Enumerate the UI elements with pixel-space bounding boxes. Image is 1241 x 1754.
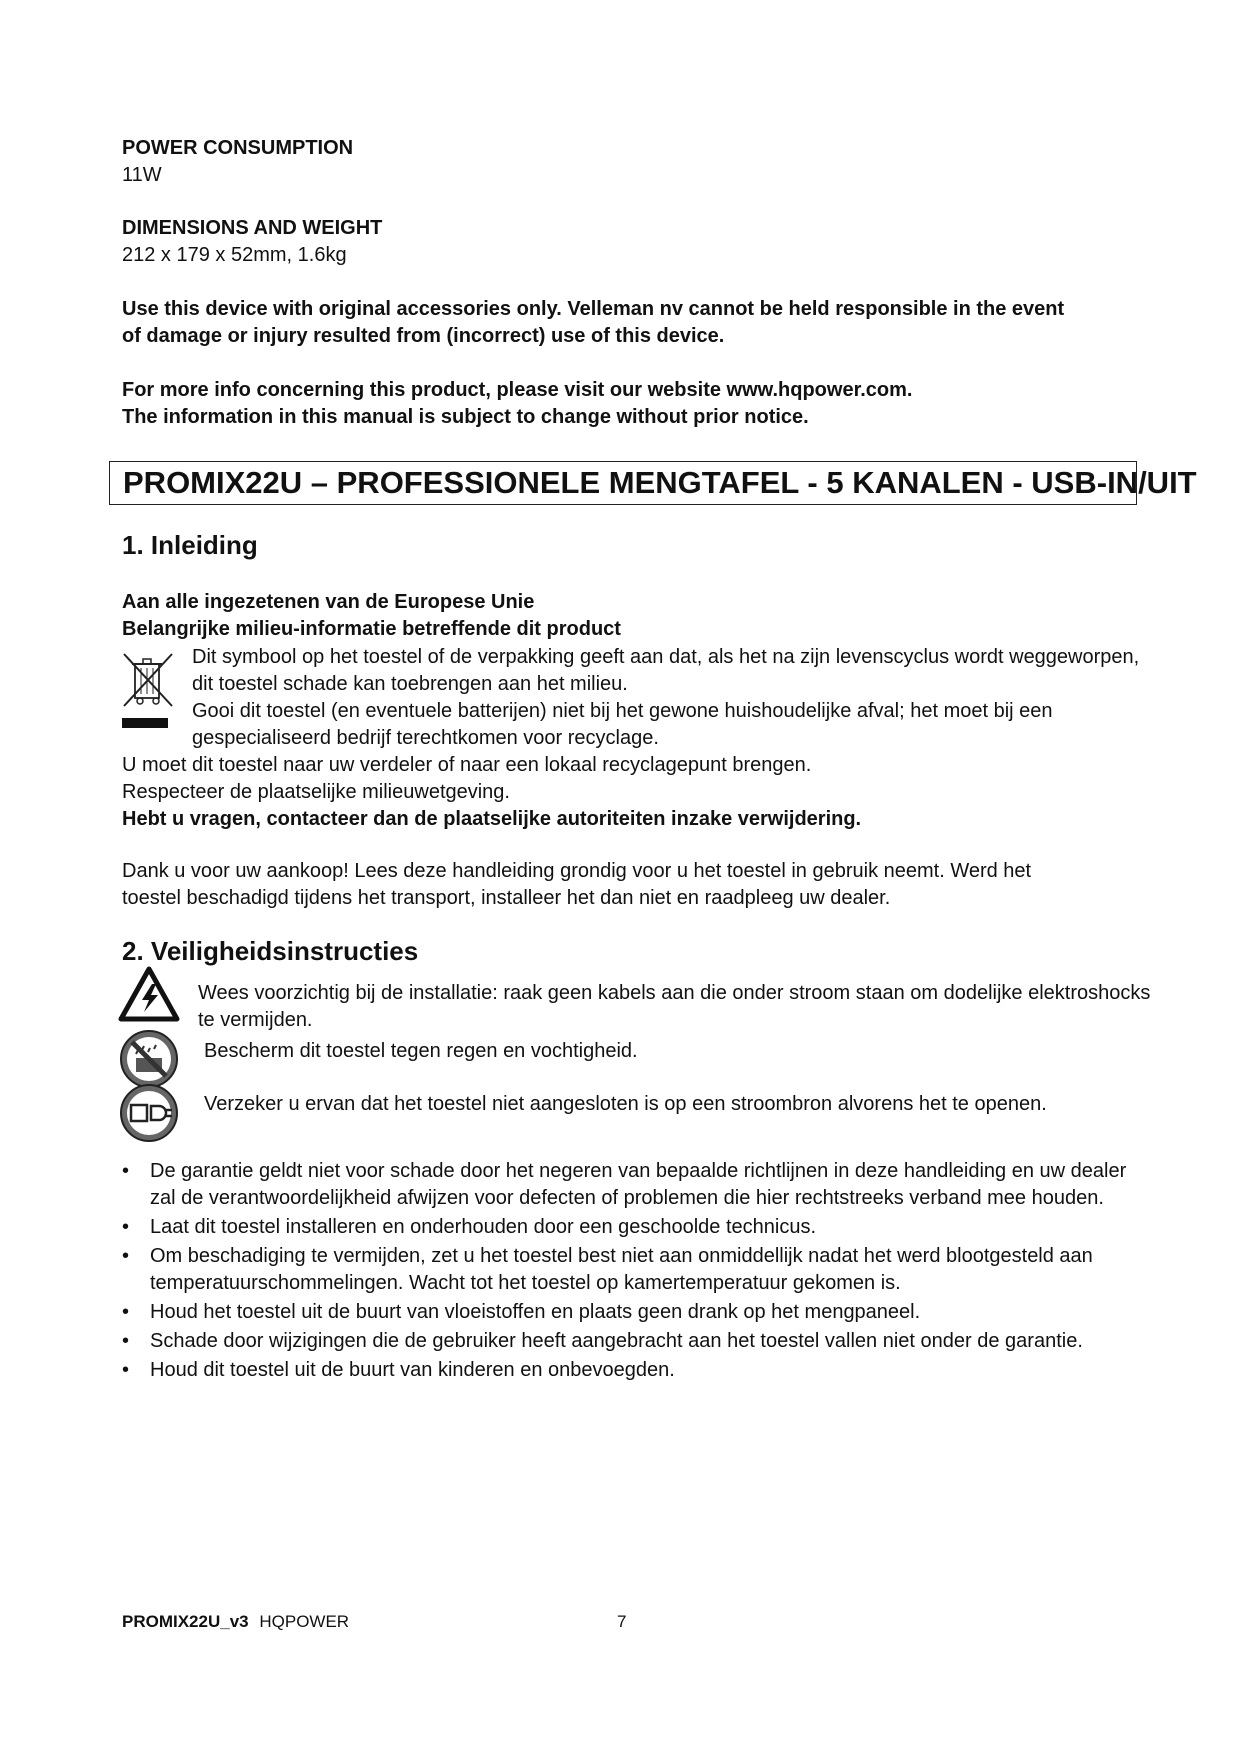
list-item: • Houd dit toestel uit de buurt van kinderen en onbevoegden.	[122, 1357, 1132, 1384]
power-heading: POWER CONSUMPTION	[122, 137, 354, 159]
disposal-lines	[122, 752, 1142, 833]
footer-model: PROMIX22U_v3	[122, 1612, 249, 1631]
list-item: • Houd het toestel uit de buurt van vloeistoffen en plaats geen drank op het mengpaneel.	[122, 1299, 1132, 1326]
eu-notice	[122, 589, 1142, 643]
section-2-heading: 2. Veiligheidsinstructies	[122, 936, 419, 966]
footer	[122, 1612, 349, 1632]
dim-heading: DIMENSIONS AND WEIGHT	[122, 217, 383, 239]
electric-shock-warning-icon	[118, 966, 180, 1022]
eu-line-1: Aan alle ingezetenen van de Europese Unie	[122, 591, 535, 613]
section-1-heading: 1. Inleiding	[122, 530, 258, 560]
page-number: 7	[617, 1612, 627, 1631]
list-item: • Schade door wijzigingen die de gebruiker heeft aangebracht aan het toestel vallen niet onder de garantie.	[122, 1328, 1132, 1355]
power-consumption	[122, 135, 1142, 189]
info-line-1: For more info concerning this product, please visit our website www.hqpower.com.	[122, 379, 913, 401]
weee-text-2: Gooi dit toestel (en eventuele batterijen) niet bij het gewone huishoudelijke afval; het moet bij een gespecialiseerd bedrijf terechtkomen voor recyclage.	[192, 700, 1053, 749]
power-value: 11W	[122, 164, 162, 186]
weee-bin-icon	[118, 650, 178, 735]
questions-line: Hebt u vragen, contacteer dan de plaatselijke autoriteiten inzake verwijdering.	[122, 808, 862, 830]
warn-unplug-text: Verzeker u ervan dat het toestel niet aangesloten is op een stroombron alvorens het te openen.	[204, 1093, 1047, 1115]
list-item: • Om beschadiging te vermijden, zet u het toestel best niet aan onmiddellijk nadat het werd blootgesteld aan temperatuurschommelingen. Wacht tot het toestel op kamertemperatuur gekomen is.	[122, 1243, 1132, 1297]
dealer-line: U moet dit toestel naar uw verdeler of naar een lokaal recyclagepunt brengen.	[122, 754, 812, 776]
warn-shock-text: Wees voorzichtig bij de installatie: raak geen kabels aan die onder stroom staan om dodelijke elektroshocks te vermijden.	[198, 982, 1151, 1031]
thanks-paragraph: Dank u voor uw aankoop! Lees deze handleiding grondig voor u het toestel in gebruik neemt. Werd het toestel beschadigd tijdens het transport, installeer het dan niet en raadpleeg uw dealer.	[122, 860, 1032, 909]
list-item: • Laat dit toestel installeren en onderhouden door een geschoolde technicus.	[122, 1214, 1132, 1241]
dimensions-weight	[122, 215, 1142, 269]
warn-rain-text: Bescherm dit toestel tegen regen en vochtigheid.	[204, 1040, 638, 1062]
respect-line: Respecteer de plaatselijke milieuwetgeving.	[122, 781, 510, 803]
list-item: • De garantie geldt niet voor schade door het negeren van bepaalde richtlijnen in deze handleiding en uw dealer zal de verantwoordelijkheid afwijzen voor defecten of problemen die hier rechtstreeks verband mee houden.	[122, 1158, 1132, 1212]
no-rain-icon	[118, 1028, 180, 1090]
footer-brand: HQPOWER	[259, 1612, 350, 1631]
info-note	[122, 377, 1142, 431]
eu-line-2: Belangrijke milieu-informatie betreffende dit product	[122, 618, 621, 640]
product-title: PROMIX22U – PROFESSIONELE MENGTAFEL - 5 KANALEN - USB-IN/UIT	[109, 461, 1137, 505]
unplug-icon	[118, 1082, 180, 1144]
dim-value: 212 x 179 x 52mm, 1.6kg	[122, 244, 347, 266]
safety-bullet-list	[122, 1158, 1132, 1386]
weee-text-1: Dit symbool op het toestel of de verpakking geeft aan dat, als het na zijn levenscyclus wordt weggeworpen, dit toestel schade kan toebrengen aan het milieu.	[192, 646, 1140, 695]
info-line-2: The information in this manual is subject to change without prior notice.	[122, 406, 809, 428]
accessories-note: Use this device with original accessories only. Velleman nv cannot be held responsible in the event of damage or injury resulted from (incorrect) use of this device.	[122, 298, 1065, 347]
